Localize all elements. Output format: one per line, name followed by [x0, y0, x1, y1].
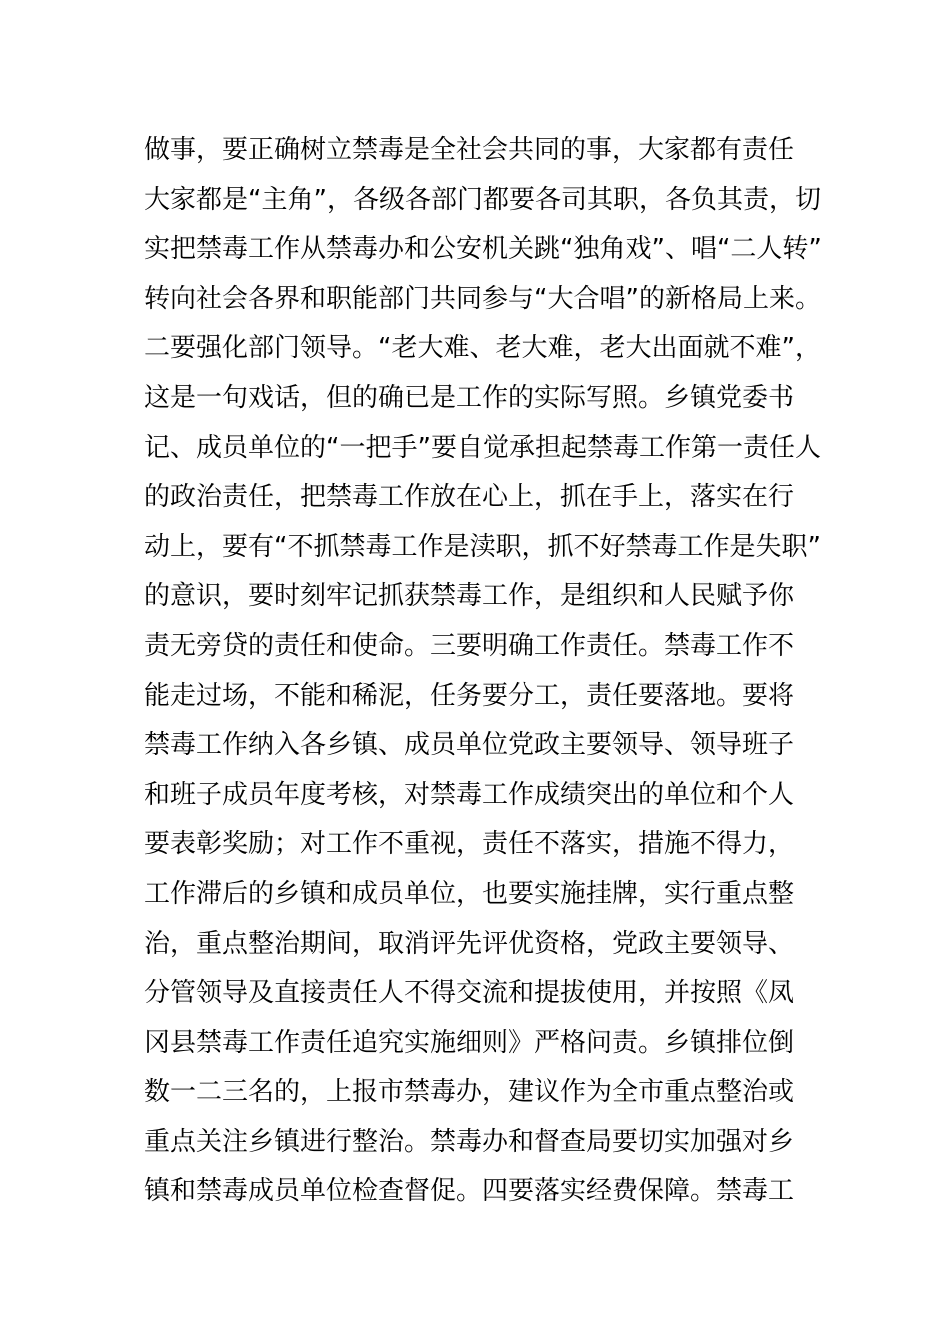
text-line: 和班子成员年度考核，对禁毒工作成绩突出的单位和个人	[144, 779, 795, 810]
text-line: 数一二三名的，上报市禁毒办，建议作为全市重点整治或	[144, 1077, 795, 1108]
text-line: 大家都是“主角”，各级各部门都要各司其职，各负其责，切	[144, 184, 821, 215]
text-line: 要表彰奖励；对工作不重视，责任不落实，措施不得力，	[144, 829, 795, 860]
text-line: 转向社会各界和职能部门共同参与“大合唱”的新格局上来。	[144, 283, 821, 314]
text-line: 记、成员单位的“一把手”要自觉承担起禁毒工作第一责任人	[144, 432, 821, 463]
text-line: 镇和禁毒成员单位检查督促。四要落实经费保障。禁毒工	[144, 1176, 795, 1207]
text-line: 冈县禁毒工作责任追究实施细则》严格问责。乡镇排位倒	[144, 1027, 795, 1058]
text-line: 能走过场，不能和稀泥，任务要分工，责任要落地。要将	[144, 680, 795, 711]
text-line: 责无旁贷的责任和使命。三要明确工作责任。禁毒工作不	[144, 630, 795, 661]
text-line: 这是一句戏话，但的确已是工作的实际写照。乡镇党委书	[144, 382, 795, 413]
text-line: 实把禁毒工作从禁毒办和公安机关跳“独角戏”、唱“二人转”	[144, 234, 822, 265]
text-line: 二要强化部门领导。“老大难、老大难，老大出面就不难”，	[144, 333, 821, 364]
text-line: 做事，要正确树立禁毒是全社会共同的事，大家都有责任	[144, 135, 795, 165]
text-line: 治，重点整治期间，取消评先评优资格，党政主要领导、	[144, 928, 795, 959]
text-line: 禁毒工作纳入各乡镇、成员单位党政主要领导、领导班子	[144, 730, 795, 761]
text-line: 动上，要有“不抓禁毒工作是渎职，抓不好禁毒工作是失职”	[144, 531, 821, 562]
body-text	[144, 126, 822, 1217]
text-line: 的政治责任，把禁毒工作放在心上，抓在手上，落实在行	[144, 482, 795, 513]
text-line: 分管领导及直接责任人不得交流和提拔使用，并按照《凤	[144, 978, 795, 1009]
text-line: 重点关注乡镇进行整治。禁毒办和督查局要切实加强对乡	[144, 1126, 795, 1157]
text-line: 的意识，要时刻牢记抓获禁毒工作，是组织和人民赋予你	[144, 581, 795, 612]
text-line: 工作滞后的乡镇和成员单位，也要实施挂牌，实行重点整	[144, 878, 795, 909]
